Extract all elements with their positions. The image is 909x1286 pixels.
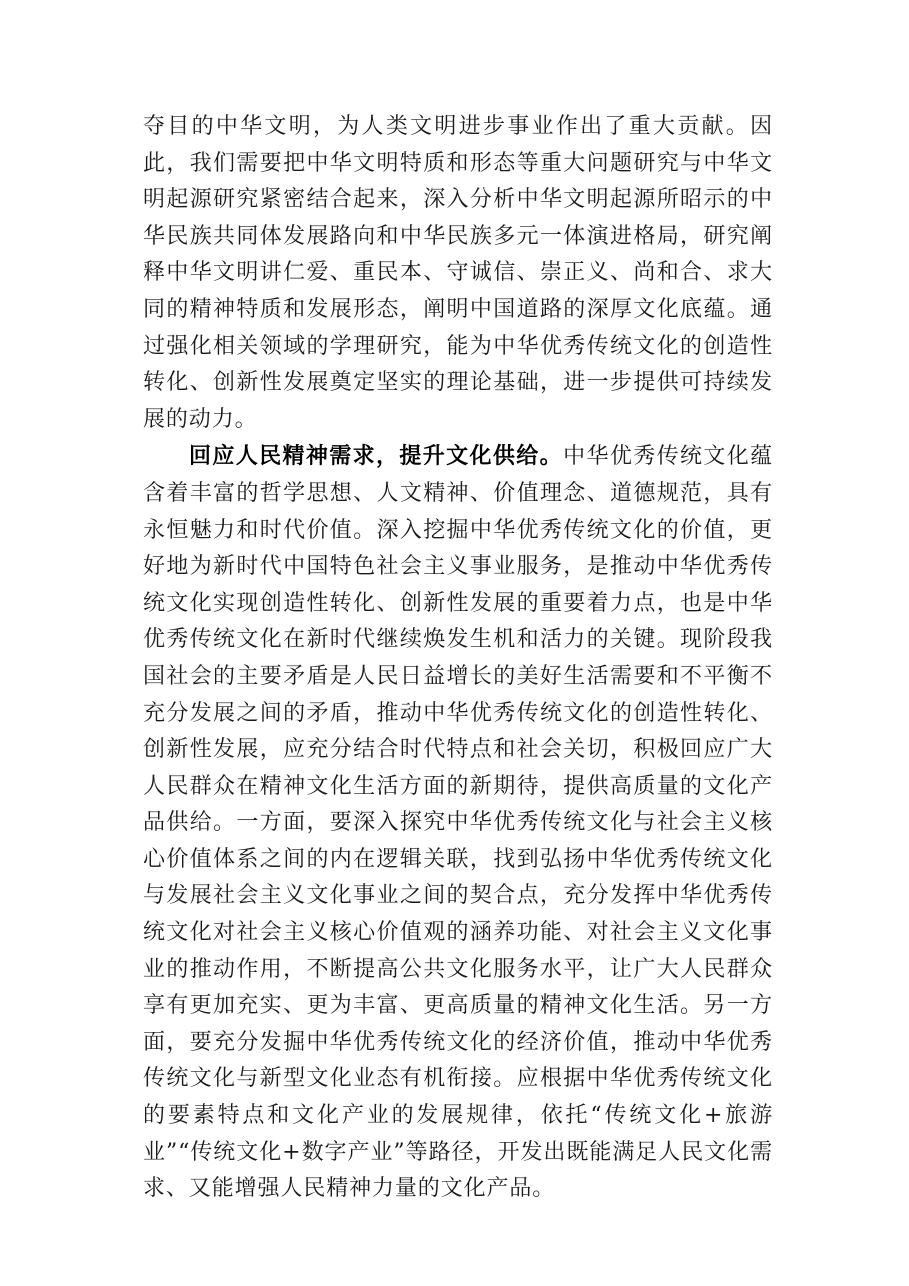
paragraph-2-body: 中华优秀传统文化蕴含着丰富的哲学思想、人文精神、价值理念、道德规范，具有永恒魅力和时代价值。深入挖掘中华优秀传统文化的价值，更好地为新时代中国特色社会主义事业服务，是推动中华优秀传统文化实现创造性转化、创新性发展的重要着力点，也是中华优秀传统文化在新时代继续焕发生机和活力的关键。现阶段我国社会的主要矛盾是人民日益增长的美好生活需要和不平衡不充分发展之间的矛盾，推动中华优秀传统文化的创造性转化、创新性发展，应充分结合时代特点和社会关切，积极回应广大人民群众在精神文化生活方面的新期待，提供高质量的文化产品供给。一方面，要深入探究中华优秀传统文化与社会主义核心价值体系之间的内在逻辑关联，找到弘扬中华优秀传统文化与发展社会主义文化事业之间的契合点，充分发挥中华优秀传统文化对社会主义核心价值观的涵养功能、对社会主义文化事业的推动作用，不断提高公共文化服务水平，让广大人民群众享有更加充实、更为丰富、更高质量的精神文化生活。另一方面，要充分发掘中华优秀传统文化的经济价值，推动中华优秀传统文化与新型文化业态有机衔接。应根据中华优秀传统文化的要素特点和文化产业的发展规律，依托“传统文化+旅游业”“传统文化+数字产业”等路径，开发出既能满足人民文化需求、又能增强人民精神力量的文化产品。 xyxy=(143,444,773,1202)
paragraph-1: 夺目的中华文明，为人类文明进步事业作出了重大贡献。因此，我们需要把中华文明特质和形态等重大问题研究与中华文明起源研究紧密结合起来，深入分析中华文明起源所昭示的中华民族共同体发展路向和中华民族多元一体演进格局，研究阐释中华文明讲仁爱、重民本、守诚信、崇正义、尚和合、求大同的精神特质和发展形态，阐明中国道路的深厚文化底蕴。通过强化相关领域的学理研究，能为中华优秀传统文化的创造性转化、创新性发展奠定坚实的理论基础，进一步提供可持续发展的动力。 xyxy=(143,114,773,432)
document-body xyxy=(143,109,773,1208)
paragraph-2 xyxy=(143,438,773,1207)
paragraph-2-heading: 回应人民精神需求，提升文化供给。 xyxy=(189,443,564,470)
